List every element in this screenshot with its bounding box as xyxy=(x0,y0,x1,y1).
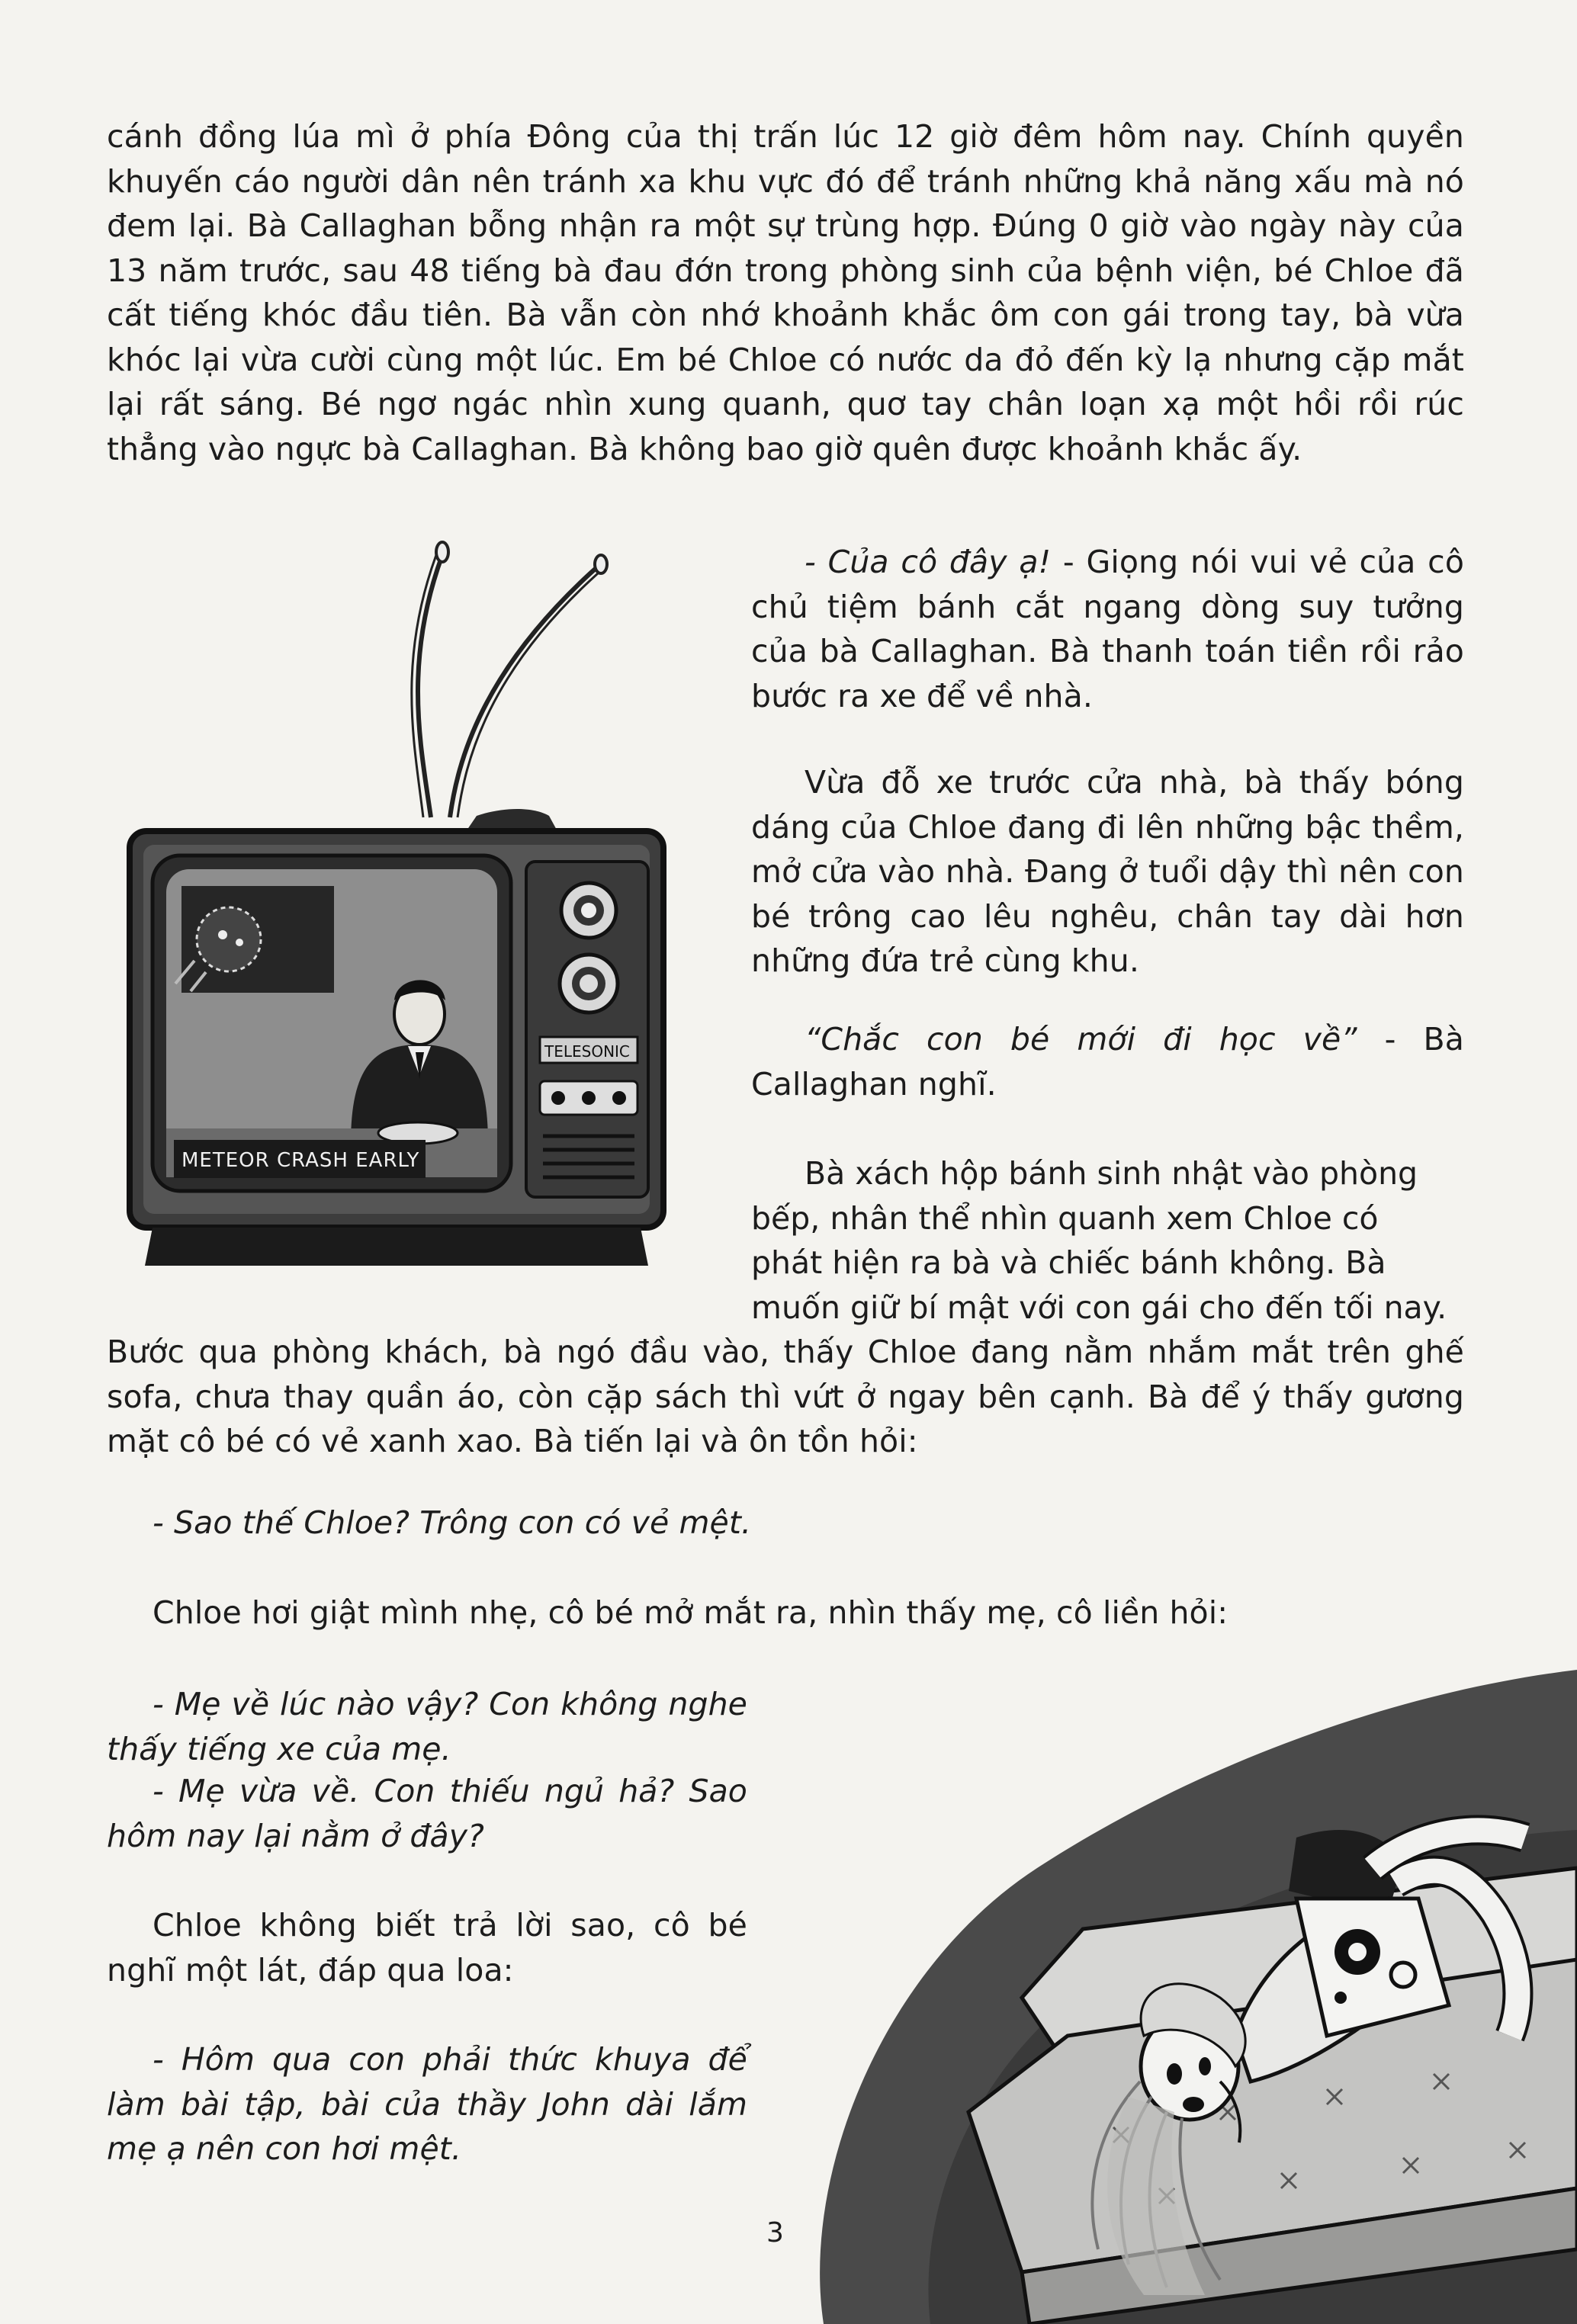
dialogue-1: - Mẹ về lúc nào vậy? Con không nghe thấy tiếng xe của mẹ. xyxy=(107,1686,747,1767)
paragraph-thought xyxy=(751,1017,1464,1106)
thought-quote: “Chắc con bé mới đi học về” xyxy=(805,1021,1357,1058)
page-number: 3 xyxy=(766,2217,784,2249)
dialogue-ask: - Sao thế Chloe? Trông con có vẻ mệt. xyxy=(153,1504,752,1541)
paragraph-kitchen xyxy=(751,1151,1447,1330)
tv-brand-label: TELESONIC xyxy=(544,1042,630,1061)
kitchen-line: phát hiện ra bà và chiếc bánh không. Bà xyxy=(751,1244,1386,1281)
sofa-girl-illustration xyxy=(793,1639,1577,2324)
kitchen-line: muốn giữ bí mật với con gái cho đến tối nay. xyxy=(751,1289,1447,1326)
kitchen-line: bếp, nhân thể nhìn quanh xem Chloe có xyxy=(751,1199,1379,1237)
thought-rest: - Bà Callaghan nghĩ. xyxy=(751,1021,1464,1103)
bakery-rest: - Giọng nói vui vẻ của cô chủ tiệm bánh cắt ngang dòng suy tưởng của bà Callaghan. Bà thanh toán tiền rồi rảo bước ra xe để về nhà. xyxy=(751,544,1464,714)
paragraph-living-room: Bước qua phòng khách, bà ngó đầu vào, thấy Chloe đang nằm nhắm mắt trên ghế sofa, chưa thay quần áo, còn cặp sách thì vứt ở ngay bên cạnh. Bà để ý thấy gương mặt cô bé có vẻ xanh xao. Bà tiến lại và ôn tồn hỏi: xyxy=(107,1334,1464,1459)
dialogue-2: - Mẹ vừa về. Con thiếu ngủ hả? Sao hôm nay lại nằm ở đây? xyxy=(107,1773,747,1854)
tv-illustration xyxy=(122,534,702,1281)
paragraph-intro: cánh đồng lúa mì ở phía Đông của thị trấn lúc 12 giờ đêm hôm nay. Chính quyền khuyến cáo người dân nên tránh xa khu vực đó để tránh những khả năng xấu mà nó đem lại. Bà Callaghan bỗng nhận ra một sự trùng hợp. Đúng 0 giờ vào ngày này của 13 năm trước, sau 48 tiếng bà đau đớn trong phòng sinh của bệnh viện, bé Chloe đã cất tiếng khóc đầu tiên. Bà vẫn còn nhớ khoảnh khắc ôm con gái trong tay, bà vừa khóc lại vừa cười cùng một lúc. Em bé Chloe có nước da đỏ đến kỳ lạ nhưng cặp mắt lại rất sáng. Bé ngơ ngác nhìn xung quanh, quơ tay chân loạn xạ một hồi rồi rúc thẳng vào ngực bà Callaghan. Bà không bao giờ quên được khoảnh khắc ấy. xyxy=(107,118,1464,467)
tv-caption: METEOR CRASH EARLY xyxy=(181,1149,420,1172)
paragraph-wake: Chloe hơi giật mình nhẹ, cô bé mở mắt ra, nhìn thấy mẹ, cô liền hỏi: xyxy=(153,1594,1229,1631)
paragraph-arrive: Vừa đỗ xe trước cửa nhà, bà thấy bóng dáng của Chloe đang đi lên những bậc thềm, mở cửa vào nhà. Đang ở tuổi dậy thì nên con bé trông cao lêu nghêu, chân tay dài hơn những đứa trẻ cùng khu. xyxy=(751,764,1464,979)
dialogue-3: - Hôm qua con phải thức khuya để làm bài tập, bài của thầy John dài lắm mẹ ạ nên con hơi mệt. xyxy=(107,2041,747,2167)
paragraph-bakery xyxy=(751,540,1464,718)
paragraph-answer: Chloe không biết trả lời sao, cô bé nghĩ một lát, đáp qua loa: xyxy=(107,1907,747,1989)
bakery-quote: - Của cô đây ạ! xyxy=(805,544,1052,580)
kitchen-line: Bà xách hộp bánh sinh nhật vào phòng xyxy=(805,1155,1418,1192)
